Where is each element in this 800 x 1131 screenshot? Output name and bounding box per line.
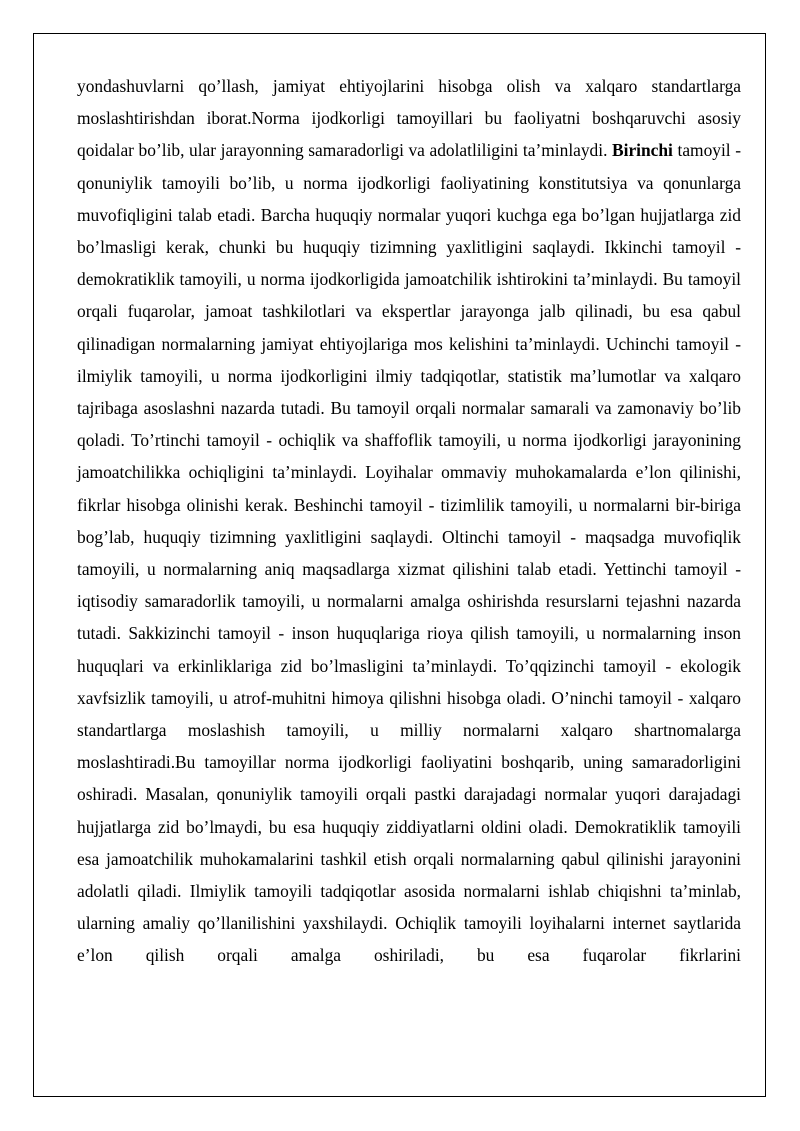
paragraph-text-intro: yondashuvlarni qo’llash, jamiyat ehtiyojlarini hisobga olish va xalqaro standartlarga moslashtirishdan iborat.Norma ijodkorligi tamoyillari bu faoliyatni boshqaruvchi asosiy qoidalar bo’lib, ular jarayonning samaradorligi va adolatliligini ta’minlaydi. bbox=[77, 76, 741, 161]
document-body bbox=[77, 70, 741, 972]
body-paragraph bbox=[77, 70, 741, 972]
paragraph-text-main: tamoyil - qonuniylik tamoyili bo’lib, u norma ijodkorligi faoliyatining konstitutsiya va qonunlarga muvofiqligini talab etadi. Barcha huquqiy normalar yuqori kuchga ega bo’lgan hujjatlarga zid bo’lmasligi kerak, chunki bu huquqiy tizimning yaxlitligini saqlaydi. Ikkinchi tamoyil - demokratiklik tamoyili, u norma ijodkorligida jamoatchilik ishtirokini ta’minlaydi. Bu tamoyil orqali fuqarolar, jamoat tashkilotlari va ekspertlar jarayonga jalb qilinadi, bu esa qabul qilinadigan normalarning jamiyat ehtiyojlariga mos kelishini ta’minlaydi. Uchinchi tamoyil - ilmiylik tamoyili, u norma ijodkorligini ilmiy tadqiqotlar, statistik ma’lumotlar va xalqaro tajribaga asoslashni nazarda tutadi. Bu tamoyil orqali normalar samarali va zamonaviy bo’lib qoladi. To’rtinchi tamoyil - ochiqlik va shaffoflik tamoyili, u norma ijodkorligi jarayonining jamoatchilikka ochiqligini ta’minlaydi. Loyihalar ommaviy muhokamalarda e’lon qilinishi, fikrlar hisobga olinishi kerak. Beshinchi tamoyil - tizimlilik tamoyili, u normalarni bir-biriga bog’lab, huquqiy tizimning yaxlitligini saqlaydi. Oltinchi tamoyil - maqsadga muvofiqlik tamoyili, u normalarning aniq maqsadlarga xizmat qilishini talab etadi. Yettinchi tamoyil - iqtisodiy samaradorlik tamoyili, u normalarni amalga oshirishda resurslarni tejashni nazarda tutadi. Sakkizinchi tamoyil - inson huquqlariga rioya qilish tamoyili, u normalarning inson huquqlari va erkinliklariga zid bo’lmasligini ta’minlaydi. To’qqizinchi tamoyil - ekologik xavfsizlik tamoyili, u atrof-muhitni himoya qilishni hisobga oladi. O’ninchi tamoyil - xalqaro standartlarga moslashish tamoyili, u milliy normalarni xalqaro shartnomalarga moslashtiradi.Bu tamoyillar norma ijodkorligi faoliyatini boshqarib, uning samaradorligini oshiradi. Masalan, qonuniylik tamoyili orqali pastki darajadagi normalar yuqori darajadagi hujjatlarga zid bo’lmaydi, bu esa huquqiy ziddiyatlarni oldini oladi. Demokratiklik tamoyili esa jamoatchilik muhokamalarini tashkil etish orqali normalarning qabul qilinishi jarayonini adolatli qiladi. Ilmiylik tamoyili tadqiqotlar asosida normalarni ishlab chiqishni ta’minlab, ularning amaliy qo’llanilishini yaxshilaydi. Ochiqlik tamoyili loyihalarni internet saytlarida e’lon qilish orqali amalga oshiriladi, bu esa fuqarolar fikrlarini bbox=[77, 140, 741, 966]
bold-word-birinchi: Birinchi bbox=[612, 140, 673, 161]
